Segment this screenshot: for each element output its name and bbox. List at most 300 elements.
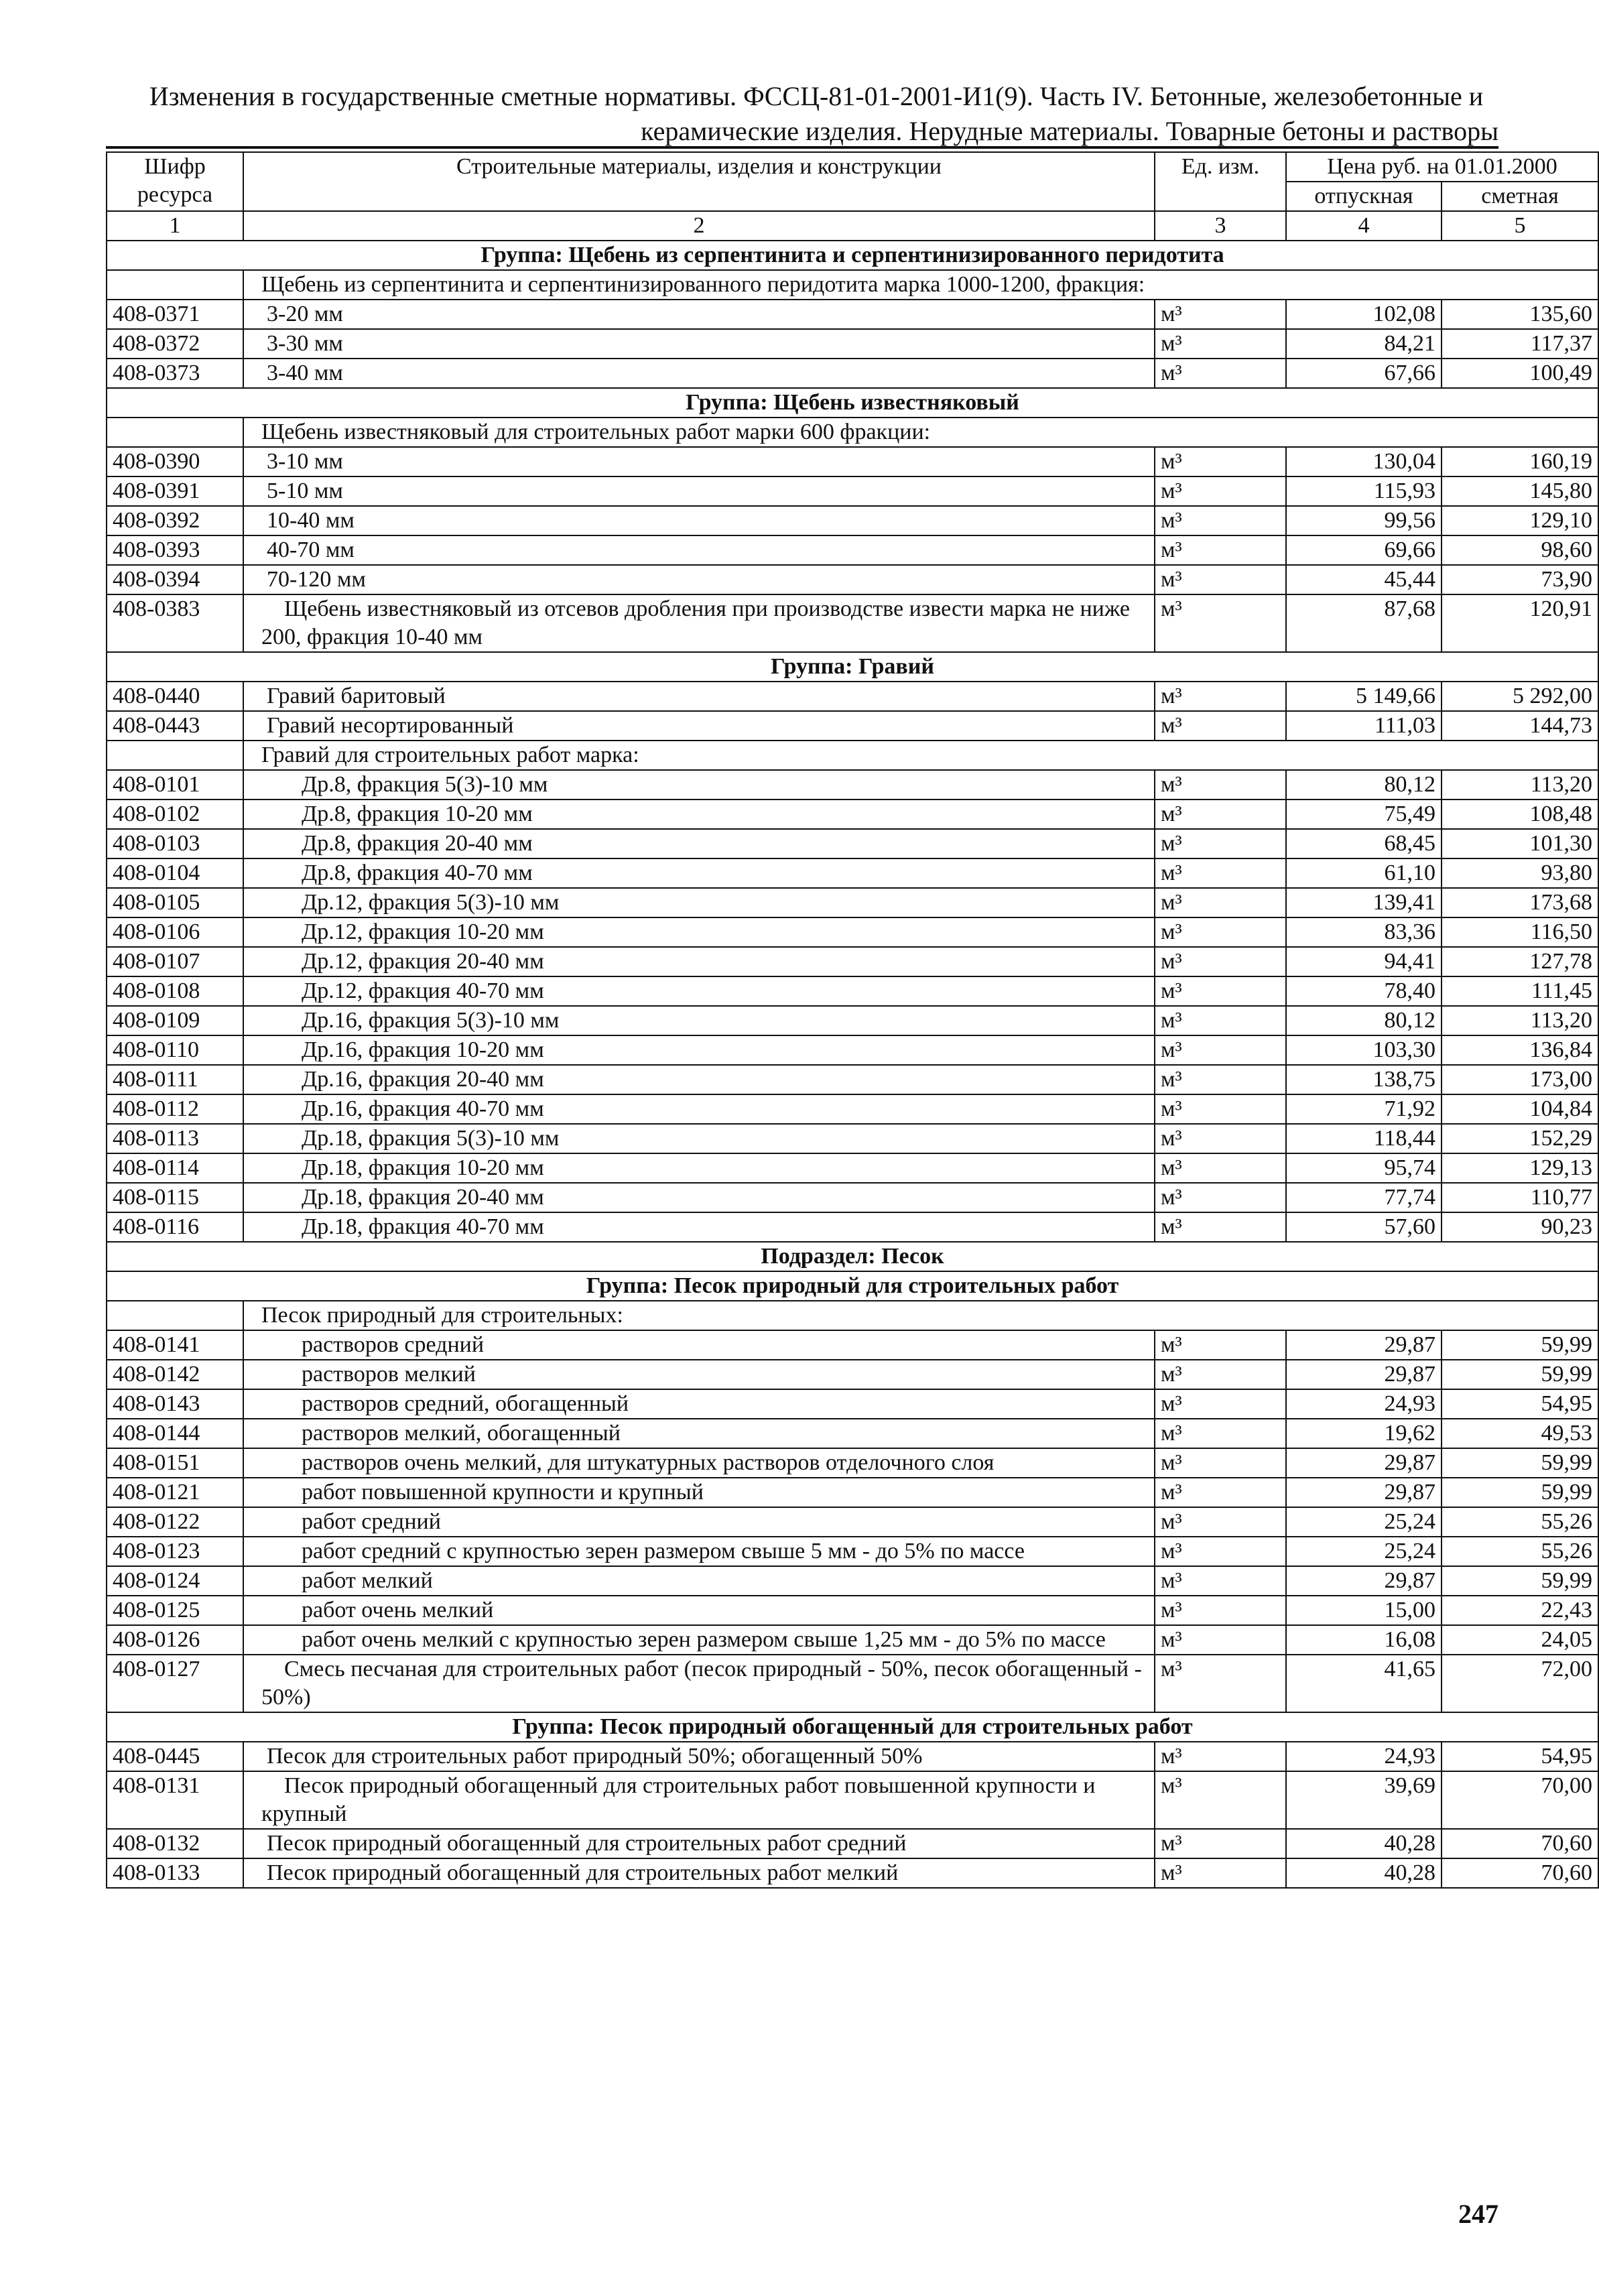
estimate-price: 104,84 — [1442, 1094, 1598, 1124]
empty-code-cell — [107, 1301, 243, 1330]
table-row — [107, 1771, 1598, 1829]
category-heading: Песок природный для строительных: — [243, 1301, 1598, 1330]
category-heading-row — [107, 270, 1598, 300]
column-number-2: 2 — [243, 211, 1155, 241]
column-header-name: Строительные материалы, изделия и конструкции — [243, 152, 1155, 211]
material-name: Гравий баритовый — [243, 682, 1155, 711]
table-row — [107, 829, 1598, 858]
resource-code: 408-0127 — [107, 1655, 243, 1712]
empty-code-cell — [107, 741, 243, 770]
price-table — [106, 151, 1599, 1889]
material-name: Др.12, фракция 40-70 мм — [243, 976, 1155, 1006]
material-name: 40-70 мм — [243, 535, 1155, 565]
table-row — [107, 711, 1598, 741]
release-price: 16,08 — [1286, 1625, 1442, 1655]
header-rule — [106, 146, 1498, 149]
table-row — [107, 535, 1598, 565]
table-row — [107, 1507, 1598, 1537]
empty-code-cell — [107, 418, 243, 447]
release-price: 95,74 — [1286, 1153, 1442, 1183]
release-price: 75,49 — [1286, 800, 1442, 829]
unit: м³ — [1155, 1360, 1286, 1389]
estimate-price: 135,60 — [1442, 300, 1598, 329]
header-line-1: Изменения в государственные сметные нормативы. ФССЦ-81-01-2001-И1(9). Часть IV. Бетонные, железобетонные и — [149, 81, 1484, 111]
estimate-price: 59,99 — [1442, 1448, 1598, 1478]
estimate-price: 70,00 — [1442, 1771, 1598, 1829]
column-number-5: 5 — [1442, 211, 1598, 241]
category-heading: Гравий для строительных работ марка: — [243, 741, 1598, 770]
material-name: 3-10 мм — [243, 447, 1155, 476]
estimate-price: 160,19 — [1442, 447, 1598, 476]
column-number-row — [107, 211, 1598, 241]
estimate-price: 111,45 — [1442, 976, 1598, 1006]
unit: м³ — [1155, 1006, 1286, 1035]
empty-code-cell — [107, 270, 243, 300]
resource-code: 408-0371 — [107, 300, 243, 329]
column-header-estimate: сметная — [1442, 182, 1598, 211]
release-price: 71,92 — [1286, 1094, 1442, 1124]
category-heading-row — [107, 418, 1598, 447]
column-number-3: 3 — [1155, 211, 1286, 241]
material-name: работ мелкий — [243, 1566, 1155, 1596]
group-title-row — [107, 1271, 1598, 1301]
release-price: 57,60 — [1286, 1212, 1442, 1242]
resource-code: 408-0105 — [107, 888, 243, 917]
resource-code: 408-0122 — [107, 1507, 243, 1537]
material-name: работ средний с крупностью зерен размером свыше 5 мм - до 5% по массе — [243, 1537, 1155, 1566]
estimate-price: 116,50 — [1442, 917, 1598, 947]
estimate-price: 59,99 — [1442, 1478, 1598, 1507]
release-price: 118,44 — [1286, 1124, 1442, 1153]
group-title: Группа: Гравий — [107, 652, 1598, 682]
unit: м³ — [1155, 1065, 1286, 1094]
resource-code: 408-0104 — [107, 858, 243, 888]
resource-code: 408-0133 — [107, 1858, 243, 1888]
estimate-price: 24,05 — [1442, 1625, 1598, 1655]
unit: м³ — [1155, 1507, 1286, 1537]
resource-code: 408-0383 — [107, 594, 243, 652]
table-row — [107, 1124, 1598, 1153]
resource-code: 408-0144 — [107, 1419, 243, 1448]
release-price: 40,28 — [1286, 1858, 1442, 1888]
page-number: 247 — [1458, 2199, 1498, 2229]
resource-code: 408-0101 — [107, 770, 243, 800]
table-row — [107, 1183, 1598, 1212]
table-row — [107, 888, 1598, 917]
estimate-price: 117,37 — [1442, 329, 1598, 359]
material-name: Др.16, фракция 20-40 мм — [243, 1065, 1155, 1094]
estimate-price: 49,53 — [1442, 1419, 1598, 1448]
release-price: 29,87 — [1286, 1330, 1442, 1360]
table-row — [107, 506, 1598, 535]
table-row — [107, 1478, 1598, 1507]
unit: м³ — [1155, 1035, 1286, 1065]
unit: м³ — [1155, 1566, 1286, 1596]
table-row — [107, 329, 1598, 359]
table-row — [107, 770, 1598, 800]
table-row — [107, 1566, 1598, 1596]
material-name: растворов мелкий, обогащенный — [243, 1419, 1155, 1448]
resource-code: 408-0125 — [107, 1596, 243, 1625]
unit: м³ — [1155, 1212, 1286, 1242]
estimate-price: 120,91 — [1442, 594, 1598, 652]
release-price: 69,66 — [1286, 535, 1442, 565]
release-price: 15,00 — [1286, 1596, 1442, 1625]
unit: м³ — [1155, 1655, 1286, 1712]
release-price: 103,30 — [1286, 1035, 1442, 1065]
group-title-row — [107, 652, 1598, 682]
table-row — [107, 1094, 1598, 1124]
resource-code: 408-0107 — [107, 947, 243, 976]
category-heading: Щебень известняковый для строительных работ марки 600 фракции: — [243, 418, 1598, 447]
release-price: 80,12 — [1286, 1006, 1442, 1035]
release-price: 138,75 — [1286, 1065, 1442, 1094]
material-name: Др.12, фракция 5(3)-10 мм — [243, 888, 1155, 917]
release-price: 80,12 — [1286, 770, 1442, 800]
estimate-price: 101,30 — [1442, 829, 1598, 858]
table-row — [107, 1360, 1598, 1389]
material-name: Др.18, фракция 5(3)-10 мм — [243, 1124, 1155, 1153]
resource-code: 408-0142 — [107, 1360, 243, 1389]
material-name: Щебень известняковый из отсевов дробления при производстве извести марка не ниже 200, фракция 10-40 мм — [243, 594, 1155, 652]
unit: м³ — [1155, 1448, 1286, 1478]
unit: м³ — [1155, 300, 1286, 329]
estimate-price: 72,00 — [1442, 1655, 1598, 1712]
table-row — [107, 1625, 1598, 1655]
release-price: 29,87 — [1286, 1360, 1442, 1389]
unit: м³ — [1155, 1858, 1286, 1888]
material-name: растворов средний — [243, 1330, 1155, 1360]
resource-code: 408-0392 — [107, 506, 243, 535]
estimate-price: 70,60 — [1442, 1858, 1598, 1888]
resource-code: 408-0102 — [107, 800, 243, 829]
unit: м³ — [1155, 829, 1286, 858]
table-header-row — [107, 152, 1598, 182]
unit: м³ — [1155, 976, 1286, 1006]
estimate-price: 129,13 — [1442, 1153, 1598, 1183]
group-title-row — [107, 241, 1598, 270]
estimate-price: 136,84 — [1442, 1035, 1598, 1065]
release-price: 29,87 — [1286, 1478, 1442, 1507]
resource-code: 408-0126 — [107, 1625, 243, 1655]
unit: м³ — [1155, 565, 1286, 594]
material-name: Др.8, фракция 20-40 мм — [243, 829, 1155, 858]
release-price: 67,66 — [1286, 359, 1442, 388]
release-price: 99,56 — [1286, 506, 1442, 535]
unit: м³ — [1155, 506, 1286, 535]
group-title-row — [107, 1712, 1598, 1742]
unit: м³ — [1155, 711, 1286, 741]
estimate-price: 90,23 — [1442, 1212, 1598, 1242]
resource-code: 408-0123 — [107, 1537, 243, 1566]
category-heading: Щебень из серпентинита и серпентинизированного перидотита марка 1000-1200, фракция: — [243, 270, 1598, 300]
unit: м³ — [1155, 1094, 1286, 1124]
material-name: Гравий несортированный — [243, 711, 1155, 741]
release-price: 94,41 — [1286, 947, 1442, 976]
release-price: 84,21 — [1286, 329, 1442, 359]
table-row — [107, 1655, 1598, 1712]
resource-code: 408-0390 — [107, 447, 243, 476]
estimate-price: 113,20 — [1442, 770, 1598, 800]
table-row — [107, 1035, 1598, 1065]
material-name: Др.12, фракция 20-40 мм — [243, 947, 1155, 976]
document-header — [134, 79, 1498, 149]
table-row — [107, 1065, 1598, 1094]
table-row — [107, 800, 1598, 829]
release-price: 139,41 — [1286, 888, 1442, 917]
unit: м³ — [1155, 858, 1286, 888]
material-name: Др.16, фракция 5(3)-10 мм — [243, 1006, 1155, 1035]
estimate-price: 173,00 — [1442, 1065, 1598, 1094]
release-price: 25,24 — [1286, 1537, 1442, 1566]
material-name: 3-20 мм — [243, 300, 1155, 329]
release-price: 24,93 — [1286, 1742, 1442, 1771]
release-price: 45,44 — [1286, 565, 1442, 594]
resource-code: 408-0394 — [107, 565, 243, 594]
material-name: работ очень мелкий — [243, 1596, 1155, 1625]
material-name: Песок природный обогащенный для строительных работ повышенной крупности и крупный — [243, 1771, 1155, 1829]
table-row — [107, 1448, 1598, 1478]
unit: м³ — [1155, 359, 1286, 388]
material-name: 70-120 мм — [243, 565, 1155, 594]
column-header-code: Шифр ресурса — [107, 152, 243, 211]
material-name: Др.18, фракция 10-20 мм — [243, 1153, 1155, 1183]
resource-code: 408-0115 — [107, 1183, 243, 1212]
table-row — [107, 565, 1598, 594]
table-row — [107, 594, 1598, 652]
material-name: Смесь песчаная для строительных работ (песок природный - 50%, песок обогащенный - 50%) — [243, 1655, 1155, 1712]
material-name: Др.8, фракция 5(3)-10 мм — [243, 770, 1155, 800]
material-name: Др.8, фракция 10-20 мм — [243, 800, 1155, 829]
release-price: 24,93 — [1286, 1389, 1442, 1419]
release-price: 19,62 — [1286, 1419, 1442, 1448]
material-name: Песок природный обогащенный для строительных работ мелкий — [243, 1858, 1155, 1888]
estimate-price: 98,60 — [1442, 535, 1598, 565]
table-row — [107, 682, 1598, 711]
table-row — [107, 1153, 1598, 1183]
column-header-release: отпускная — [1286, 182, 1442, 211]
resource-code: 408-0106 — [107, 917, 243, 947]
material-name: Др.18, фракция 40-70 мм — [243, 1212, 1155, 1242]
release-price: 87,68 — [1286, 594, 1442, 652]
release-price: 61,10 — [1286, 858, 1442, 888]
estimate-price: 55,26 — [1442, 1507, 1598, 1537]
unit: м³ — [1155, 770, 1286, 800]
resource-code: 408-0141 — [107, 1330, 243, 1360]
estimate-price: 70,60 — [1442, 1829, 1598, 1858]
estimate-price: 5 292,00 — [1442, 682, 1598, 711]
estimate-price: 93,80 — [1442, 858, 1598, 888]
category-heading-row — [107, 1301, 1598, 1330]
group-title: Группа: Щебень из серпентинита и серпентинизированного перидотита — [107, 241, 1598, 270]
estimate-price: 110,77 — [1442, 1183, 1598, 1212]
material-name: 10-40 мм — [243, 506, 1155, 535]
unit: м³ — [1155, 1419, 1286, 1448]
material-name: работ очень мелкий с крупностью зерен размером свыше 1,25 мм - до 5% по массе — [243, 1625, 1155, 1655]
estimate-price: 54,95 — [1442, 1742, 1598, 1771]
estimate-price: 59,99 — [1442, 1566, 1598, 1596]
release-price: 115,93 — [1286, 476, 1442, 506]
release-price: 130,04 — [1286, 447, 1442, 476]
material-name: Др.12, фракция 10-20 мм — [243, 917, 1155, 947]
table-row — [107, 1858, 1598, 1888]
header-line-2: керамические изделия. Нерудные материалы. Товарные бетоны и растворы — [641, 116, 1498, 146]
estimate-price: 144,73 — [1442, 711, 1598, 741]
resource-code: 408-0143 — [107, 1389, 243, 1419]
release-price: 29,87 — [1286, 1448, 1442, 1478]
unit: м³ — [1155, 1478, 1286, 1507]
estimate-price: 129,10 — [1442, 506, 1598, 535]
subsection-title-row — [107, 1242, 1598, 1271]
column-number-4: 4 — [1286, 211, 1442, 241]
unit: м³ — [1155, 476, 1286, 506]
material-name: растворов мелкий — [243, 1360, 1155, 1389]
release-price: 5 149,66 — [1286, 682, 1442, 711]
release-price: 68,45 — [1286, 829, 1442, 858]
unit: м³ — [1155, 1153, 1286, 1183]
estimate-price: 113,20 — [1442, 1006, 1598, 1035]
resource-code: 408-0373 — [107, 359, 243, 388]
resource-code: 408-0440 — [107, 682, 243, 711]
resource-code: 408-0121 — [107, 1478, 243, 1507]
resource-code: 408-0113 — [107, 1124, 243, 1153]
material-name: Песок для строительных работ природный 50%; обогащенный 50% — [243, 1742, 1155, 1771]
material-name: Др.16, фракция 40-70 мм — [243, 1094, 1155, 1124]
material-name: 5-10 мм — [243, 476, 1155, 506]
material-name: Др.8, фракция 40-70 мм — [243, 858, 1155, 888]
estimate-price: 173,68 — [1442, 888, 1598, 917]
estimate-price: 54,95 — [1442, 1389, 1598, 1419]
resource-code: 408-0110 — [107, 1035, 243, 1065]
table-row — [107, 1389, 1598, 1419]
resource-code: 408-0132 — [107, 1829, 243, 1858]
unit: м³ — [1155, 1771, 1286, 1829]
estimate-price: 108,48 — [1442, 800, 1598, 829]
estimate-price: 145,80 — [1442, 476, 1598, 506]
estimate-price: 59,99 — [1442, 1330, 1598, 1360]
table-row — [107, 976, 1598, 1006]
table-row — [107, 1212, 1598, 1242]
table-row — [107, 1742, 1598, 1771]
estimate-price: 73,90 — [1442, 565, 1598, 594]
resource-code: 408-0131 — [107, 1771, 243, 1829]
estimate-price: 100,49 — [1442, 359, 1598, 388]
release-price: 77,74 — [1286, 1183, 1442, 1212]
table-row — [107, 947, 1598, 976]
column-header-price: Цена руб. на 01.01.2000 — [1286, 152, 1598, 182]
resource-code: 408-0443 — [107, 711, 243, 741]
subsection-title: Подраздел: Песок — [107, 1242, 1598, 1271]
unit: м³ — [1155, 947, 1286, 976]
table-row — [107, 300, 1598, 329]
table-row — [107, 858, 1598, 888]
release-price: 29,87 — [1286, 1566, 1442, 1596]
material-name: 3-30 мм — [243, 329, 1155, 359]
release-price: 39,69 — [1286, 1771, 1442, 1829]
category-heading-row — [107, 741, 1598, 770]
estimate-price: 22,43 — [1442, 1596, 1598, 1625]
resource-code: 408-0372 — [107, 329, 243, 359]
table-row — [107, 1330, 1598, 1360]
resource-code: 408-0109 — [107, 1006, 243, 1035]
unit: м³ — [1155, 1124, 1286, 1153]
unit: м³ — [1155, 1183, 1286, 1212]
group-title: Группа: Песок природный для строительных работ — [107, 1271, 1598, 1301]
unit: м³ — [1155, 682, 1286, 711]
unit: м³ — [1155, 1829, 1286, 1858]
release-price: 41,65 — [1286, 1655, 1442, 1712]
material-name: Песок природный обогащенный для строительных работ средний — [243, 1829, 1155, 1858]
resource-code: 408-0391 — [107, 476, 243, 506]
release-price: 102,08 — [1286, 300, 1442, 329]
table-row — [107, 1829, 1598, 1858]
material-name: 3-40 мм — [243, 359, 1155, 388]
group-title: Группа: Щебень известняковый — [107, 388, 1598, 418]
group-title: Группа: Песок природный обогащенный для строительных работ — [107, 1712, 1598, 1742]
release-price: 111,03 — [1286, 711, 1442, 741]
material-name: Др.16, фракция 10-20 мм — [243, 1035, 1155, 1065]
unit: м³ — [1155, 917, 1286, 947]
material-name: работ средний — [243, 1507, 1155, 1537]
table-row — [107, 359, 1598, 388]
resource-code: 408-0124 — [107, 1566, 243, 1596]
unit: м³ — [1155, 535, 1286, 565]
unit: м³ — [1155, 1742, 1286, 1771]
unit: м³ — [1155, 1537, 1286, 1566]
resource-code: 408-0103 — [107, 829, 243, 858]
column-header-unit: Ед. изм. — [1155, 152, 1286, 211]
estimate-price: 127,78 — [1442, 947, 1598, 976]
table-row — [107, 1006, 1598, 1035]
resource-code: 408-0111 — [107, 1065, 243, 1094]
release-price: 78,40 — [1286, 976, 1442, 1006]
resource-code: 408-0151 — [107, 1448, 243, 1478]
table-row — [107, 1537, 1598, 1566]
release-price: 40,28 — [1286, 1829, 1442, 1858]
release-price: 25,24 — [1286, 1507, 1442, 1537]
estimate-price: 59,99 — [1442, 1360, 1598, 1389]
resource-code: 408-0114 — [107, 1153, 243, 1183]
material-name: растворов очень мелкий, для штукатурных растворов отделочного слоя — [243, 1448, 1155, 1478]
table-row — [107, 917, 1598, 947]
unit: м³ — [1155, 447, 1286, 476]
unit: м³ — [1155, 1596, 1286, 1625]
unit: м³ — [1155, 594, 1286, 652]
unit: м³ — [1155, 1389, 1286, 1419]
resource-code: 408-0445 — [107, 1742, 243, 1771]
estimate-price: 152,29 — [1442, 1124, 1598, 1153]
resource-code: 408-0112 — [107, 1094, 243, 1124]
material-name: растворов средний, обогащенный — [243, 1389, 1155, 1419]
resource-code: 408-0393 — [107, 535, 243, 565]
table-row — [107, 476, 1598, 506]
estimate-price: 55,26 — [1442, 1537, 1598, 1566]
table-row — [107, 1596, 1598, 1625]
unit: м³ — [1155, 329, 1286, 359]
unit: м³ — [1155, 1330, 1286, 1360]
release-price: 83,36 — [1286, 917, 1442, 947]
unit: м³ — [1155, 888, 1286, 917]
unit: м³ — [1155, 1625, 1286, 1655]
resource-code: 408-0116 — [107, 1212, 243, 1242]
material-name: Др.18, фракция 20-40 мм — [243, 1183, 1155, 1212]
group-title-row — [107, 388, 1598, 418]
table-row — [107, 447, 1598, 476]
table-row — [107, 1419, 1598, 1448]
material-name: работ повышенной крупности и крупный — [243, 1478, 1155, 1507]
resource-code: 408-0108 — [107, 976, 243, 1006]
unit: м³ — [1155, 800, 1286, 829]
